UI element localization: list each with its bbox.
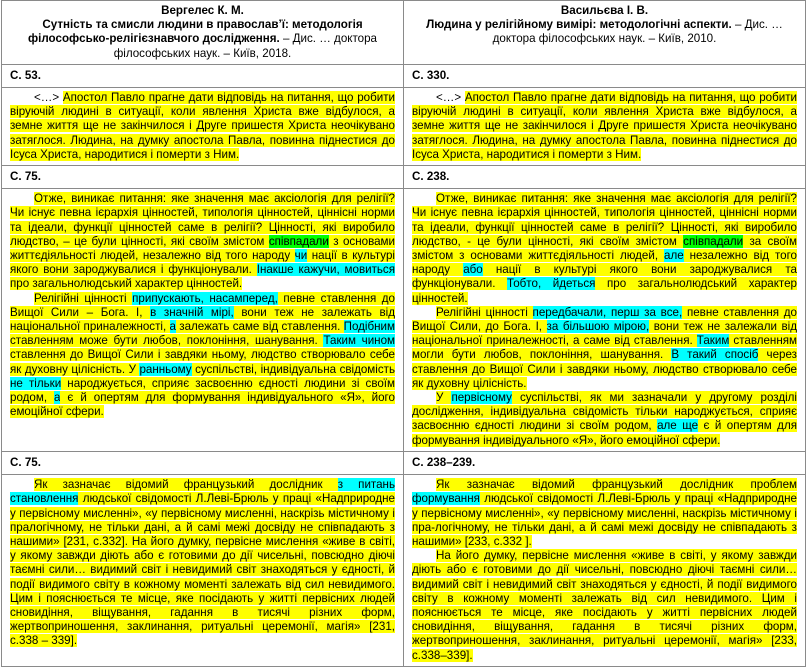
left-page-ref: С. 75. [2, 166, 404, 189]
left-page-ref: С. 75. [2, 451, 404, 474]
matched-text: ставленням може бути любов, поклоніння, шанування. [10, 334, 324, 348]
right-text-cell [404, 88, 806, 166]
plain-text: <…> [436, 91, 465, 105]
matched-text: Апостол Павло прагне дати відповідь на питання, що робити віруючій людині в ситуації, коли явлення Христа вже відбулося, а земне життя ще не закінчилося і Друге пришестя Христа неочікувано затяглося. Людина, на думку апостола Павла, повинна піднестися до Ісуса Христа, народитися і померти з Ним. [412, 91, 797, 161]
changed-word: не тільки [10, 376, 62, 390]
changed-word: співпадали [268, 234, 329, 248]
changed-word: в значній мірі, [150, 305, 234, 319]
left-text-cell [2, 189, 404, 452]
matched-text: людської свідомості Л.Леві-Брюль у праці «Надприродне у первісному мисленні», «у первісному мисленні, наскрізь містичному і пралогічному, не тільки дані, а й самі межі досвіду не співпадають з нашими» [231, с.332]. На його думку, первісне мислення «живе в світі, у якому завжди діють або є готовими до дії чисельні, повсюдно діючі таємні сили… видимий світ і невидимий світ знаходяться у єдності, й події видимого світу в кожному моменті залежать від сил невидимого. Цим і пояснюється те місце, яке посідають у житті первісних людей сновидіння, віщування, гадання в тисячі різних форм, жертвоприношення, заклинання, ритуальні церемонії, магія» [231, с.338 – 339]. [10, 492, 395, 648]
matched-text: вони теж не залежали від національної приналежності, а саме від ставлення. [412, 320, 798, 348]
changed-word: передбачали, перш за все, [532, 305, 683, 319]
changed-word: ранньому [139, 362, 192, 376]
changed-word: Таким [696, 334, 730, 348]
left-title: Сутність та смисли людини в православ’ї: методологія філософсько-релігієзнавчого дослідження. [27, 18, 363, 46]
matched-text: Як зазначає відомий французький дослідник проблем [436, 478, 797, 492]
paragraph [412, 478, 797, 549]
matched-text: певне ставлення до Вищої Сили – Бога. І, [10, 291, 396, 319]
left-page-ref: С. 53. [2, 64, 404, 87]
plain-text: <…> [34, 91, 63, 105]
page-ref-row [2, 451, 806, 474]
right-page-ref: С. 330. [404, 64, 806, 87]
paragraph [412, 91, 797, 162]
left-text-cell [2, 475, 404, 667]
right-details: – Дис. … доктора філософських наук. – Київ, 2010. [492, 18, 783, 46]
right-title: Людина у релігійному вимірі: методологічні аспекти. [426, 18, 732, 32]
matched-text: про загальнолюдський характер цінностей. [412, 277, 797, 305]
changed-word: співпадали [683, 234, 744, 248]
matched-text: за своїм змістом з основами життєдіяльності людей, [412, 234, 797, 263]
changed-word: Тобто, йдеться [507, 277, 596, 291]
changed-word: В такий спосіб [671, 348, 759, 362]
matched-text: з основами життєдіяльності людей, незалежно від того народу [10, 234, 396, 263]
changed-word: Подібним [343, 320, 395, 334]
matched-text: Апостол Павло прагне дати відповідь на питання, що робити віруючій людині в ситуації, коли явлення Христа вже відбулося, а земне життя ще не закінчилося і Друге пришестя Христа неочікувано затяглося. Людина, на думку апостола Павла, повинна піднестися до Ісуса Христа, народитися і померти з Ним. [10, 91, 395, 161]
header-row [2, 1, 806, 65]
matched-text: Як зазначає відомий французький дослідник [34, 478, 338, 492]
changed-word: становлення [10, 492, 79, 506]
left-text-cell [2, 88, 404, 166]
right-author: Васильєва І. В. [560, 4, 649, 17]
matched-text: Отже, виникає питання: яке значення має аксіологія для релігії? Чи існує певна ієрархія цінностей, типологія цінностей, цінніснi норми та ідеали, функції цінностей саме в релігії? Цінності, які виробило людство, - це були цінності, які своїм змістом [412, 192, 797, 248]
page-ref-row [2, 166, 806, 189]
matched-text: ставлення до Вищої Сили і завдяки ньому, людство створювало себе як духовну цілісність. У [10, 348, 395, 376]
matched-text: народжується, сприяє засвоєнню єдності людини зі своїм родом, [10, 376, 396, 405]
paragraph [10, 292, 395, 420]
matched-text: Релігійні цінності [34, 291, 133, 305]
changed-word: формування [412, 492, 480, 506]
right-page-ref: С. 238–239. [404, 451, 806, 474]
changed-word: припускають, насамперед, [132, 291, 278, 305]
matched-text: людської свідомості Л.Леві-Брюль у праці «Надприродне у первісному мисленні», «у первісному мисленні, наскрізь містичному і пра-логічному, не тільки дані, а й самі межі досвіду не співпадають з нашими» [233, с.332 ]. [412, 492, 797, 548]
changed-word: Інакше кажучи, мовиться [256, 263, 396, 277]
changed-word: первісному [451, 391, 512, 405]
changed-word: або [463, 263, 483, 277]
matched-text: є й опертям для формування індивідуального «Я», його емоційної сфери. [10, 391, 395, 419]
matched-text: є й опертям для формування індивідуального «Я», його емоційної сфери. [412, 419, 797, 447]
paragraph [412, 549, 797, 663]
left-source-header [2, 1, 404, 65]
matched-text: незалежно від того народу [412, 249, 798, 277]
changed-word: а [169, 320, 176, 334]
changed-word: за більшою мірою, [546, 320, 650, 334]
matched-text: Релігійні цінності [436, 305, 533, 319]
paragraph [10, 478, 395, 648]
paragraph [412, 391, 797, 448]
matched-text: Отже, виникає питання: яке значення має аксіологія для релігії? Чи існує певна ієрархія цінностей, типологія цінностей, цінніснi норми та ідеали, функції цінностей саме в релігії? Цінності, які виробило людство, – це були цінності, які своїм змістом [10, 192, 395, 248]
text-row [2, 88, 806, 166]
changed-word: Таким чином [323, 334, 395, 348]
changed-word: з питань [337, 478, 395, 492]
text-row [2, 189, 806, 452]
right-source-header [404, 1, 806, 65]
right-page-ref: С. 238. [404, 166, 806, 189]
paragraph [412, 306, 797, 391]
left-details: – Дис. … доктора філософських наук. – Київ, 2018. [113, 32, 377, 60]
right-text-cell [404, 189, 806, 452]
changed-word: чи [294, 249, 308, 263]
matched-text: суспільстві, як ми зазначали у другому розділі дослідження, індивідуальна свідомість тільки народжується, сприяє засвоєнню єдності людини зі своїм родом, [412, 391, 798, 433]
matched-text: про загальнолюдський характер цінностей. [10, 277, 243, 291]
matched-text: певне ставлення до Вищої Сили, до Бога. І, [412, 305, 798, 334]
matched-text: нації в культурі якого вони зароджувалися і функціонували. [10, 249, 395, 277]
changed-word: але ще [657, 419, 699, 433]
paragraph [10, 91, 395, 162]
page-ref-row [2, 64, 806, 87]
paragraph [412, 192, 797, 306]
matched-text: залежать саме від ставлення. [175, 320, 344, 334]
matched-text: нації в культурі якого вони зароджувалися та функціонували. [412, 263, 797, 291]
matched-text: На його думку, первісне мислення «живе в світі, у якому завжди діють або є готовими до дії чисельні, повсюдно діючі таємні сили… видимий світ і невидимий світ знаходяться у єдності, й події видимого світу в кожному моменті залежать від сил невидимого. Цим і пояснюється те місце, яке посідають у житті первісних людей сновидіння, віщування, гадання в тисячі різних форм, жертвоприношення, заклинання, ритуальні церемонії, магія» [233, с.338–339]. [412, 549, 797, 662]
text-row [2, 475, 806, 667]
matched-text: ставленням могли бути любов, поклоніння, шанування. [412, 334, 797, 362]
right-text-cell [404, 475, 806, 667]
paragraph [10, 192, 395, 291]
left-author: Вергелес К. М. [161, 4, 244, 17]
matched-text: суспільстві, індивідуальна свідомість [191, 362, 396, 376]
changed-word: але [664, 249, 684, 263]
matched-text: У [436, 391, 452, 405]
matched-text: через ставлення до Вищої Сили і завдяки ньому, людство створювало себе як духовну цілісність. [412, 348, 797, 390]
comparison-table [1, 0, 806, 667]
changed-word: а [54, 391, 61, 405]
matched-text: вони теж не залежать від національної приналежності, [10, 305, 395, 334]
